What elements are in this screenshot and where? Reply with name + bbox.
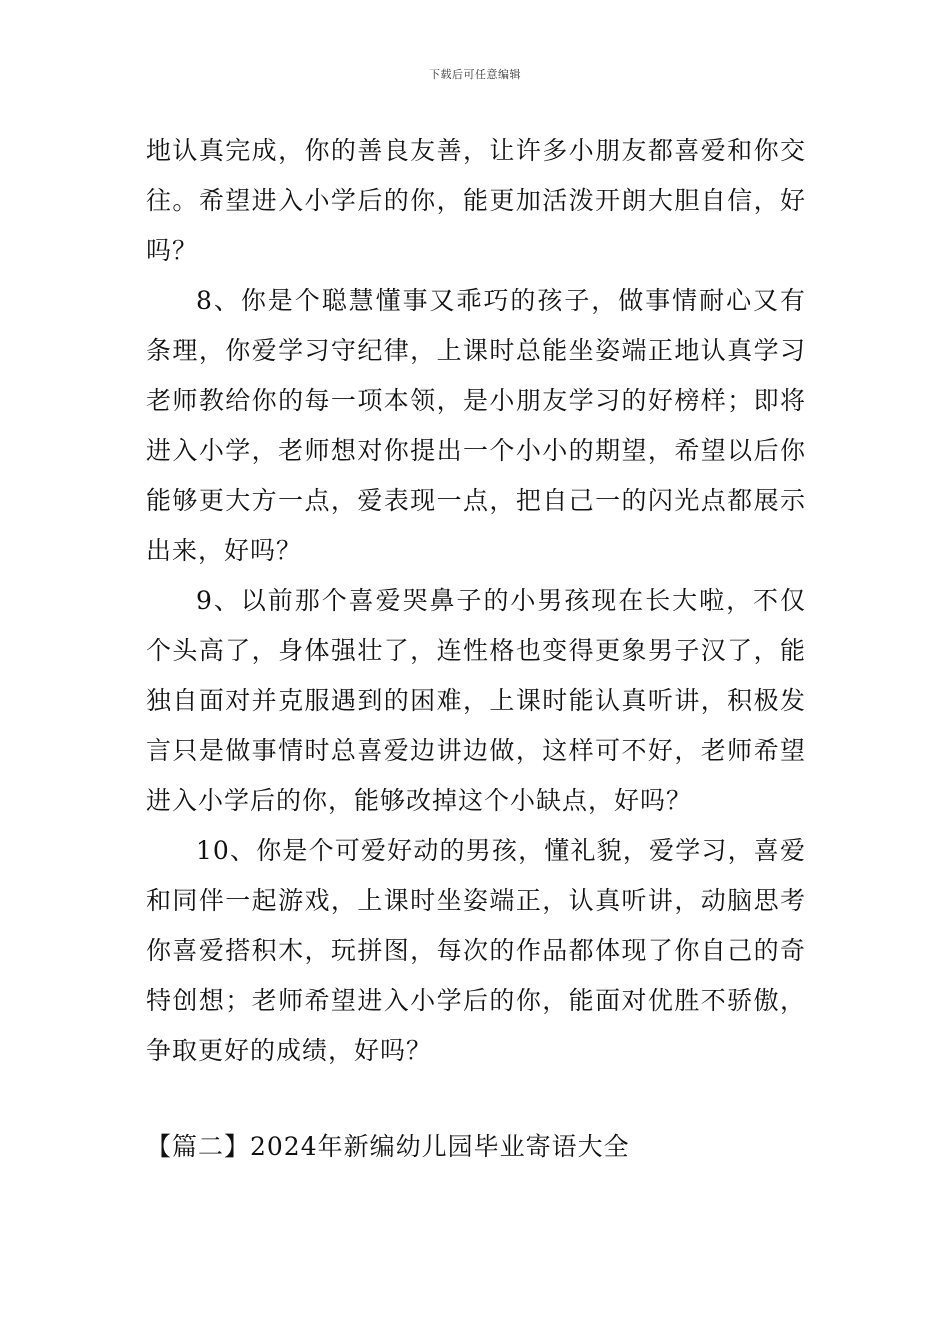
section-heading: 【篇二】2024年新编幼儿园毕业寄语大全	[146, 1132, 630, 1161]
paragraph-continuation: 地认真完成，你的善良友善，让许多小朋友都喜爱和你交往。希望进入小学后的你，能更加活泼开朗大胆自信，好吗？	[146, 136, 806, 265]
paragraph-item-8: 8、你是个聪慧懂事又乖巧的孩子，做事情耐心又有条理，你爱学习守纪律，上课时总能坐姿端正地认真学习老师教给你的每一项本领，是小朋友学习的好榜样；即将进入小学，老师想对你提出一个小小的期望，希望以后你能够更大方一点，爱表现一点，把自己一的闪光点都展示出来，好吗？	[146, 286, 806, 565]
document-body	[146, 126, 806, 1076]
paragraph-item-9: 9、以前那个喜爱哭鼻子的小男孩现在长大啦，不仅个头高了，身体强壮了，连性格也变得更象男子汉了，能独自面对并克服遇到的困难，上课时能认真听讲，积极发言只是做事情时总喜爱边讲边做，这样可不好，老师希望进入小学后的你，能够改掉这个小缺点，好吗？	[146, 586, 806, 815]
paragraph-item-10: 10、你是个可爱好动的男孩，懂礼貌，爱学习，喜爱和同伴一起游戏，上课时坐姿端正，认真听讲，动脑思考你喜爱搭积木，玩拼图，每次的作品都体现了你自己的奇特创想；老师希望进入小学后的你，能面对优胜不骄傲，争取更好的成绩，好吗？	[146, 836, 806, 1065]
page-header-note: 下载后可任意编辑	[429, 68, 521, 81]
